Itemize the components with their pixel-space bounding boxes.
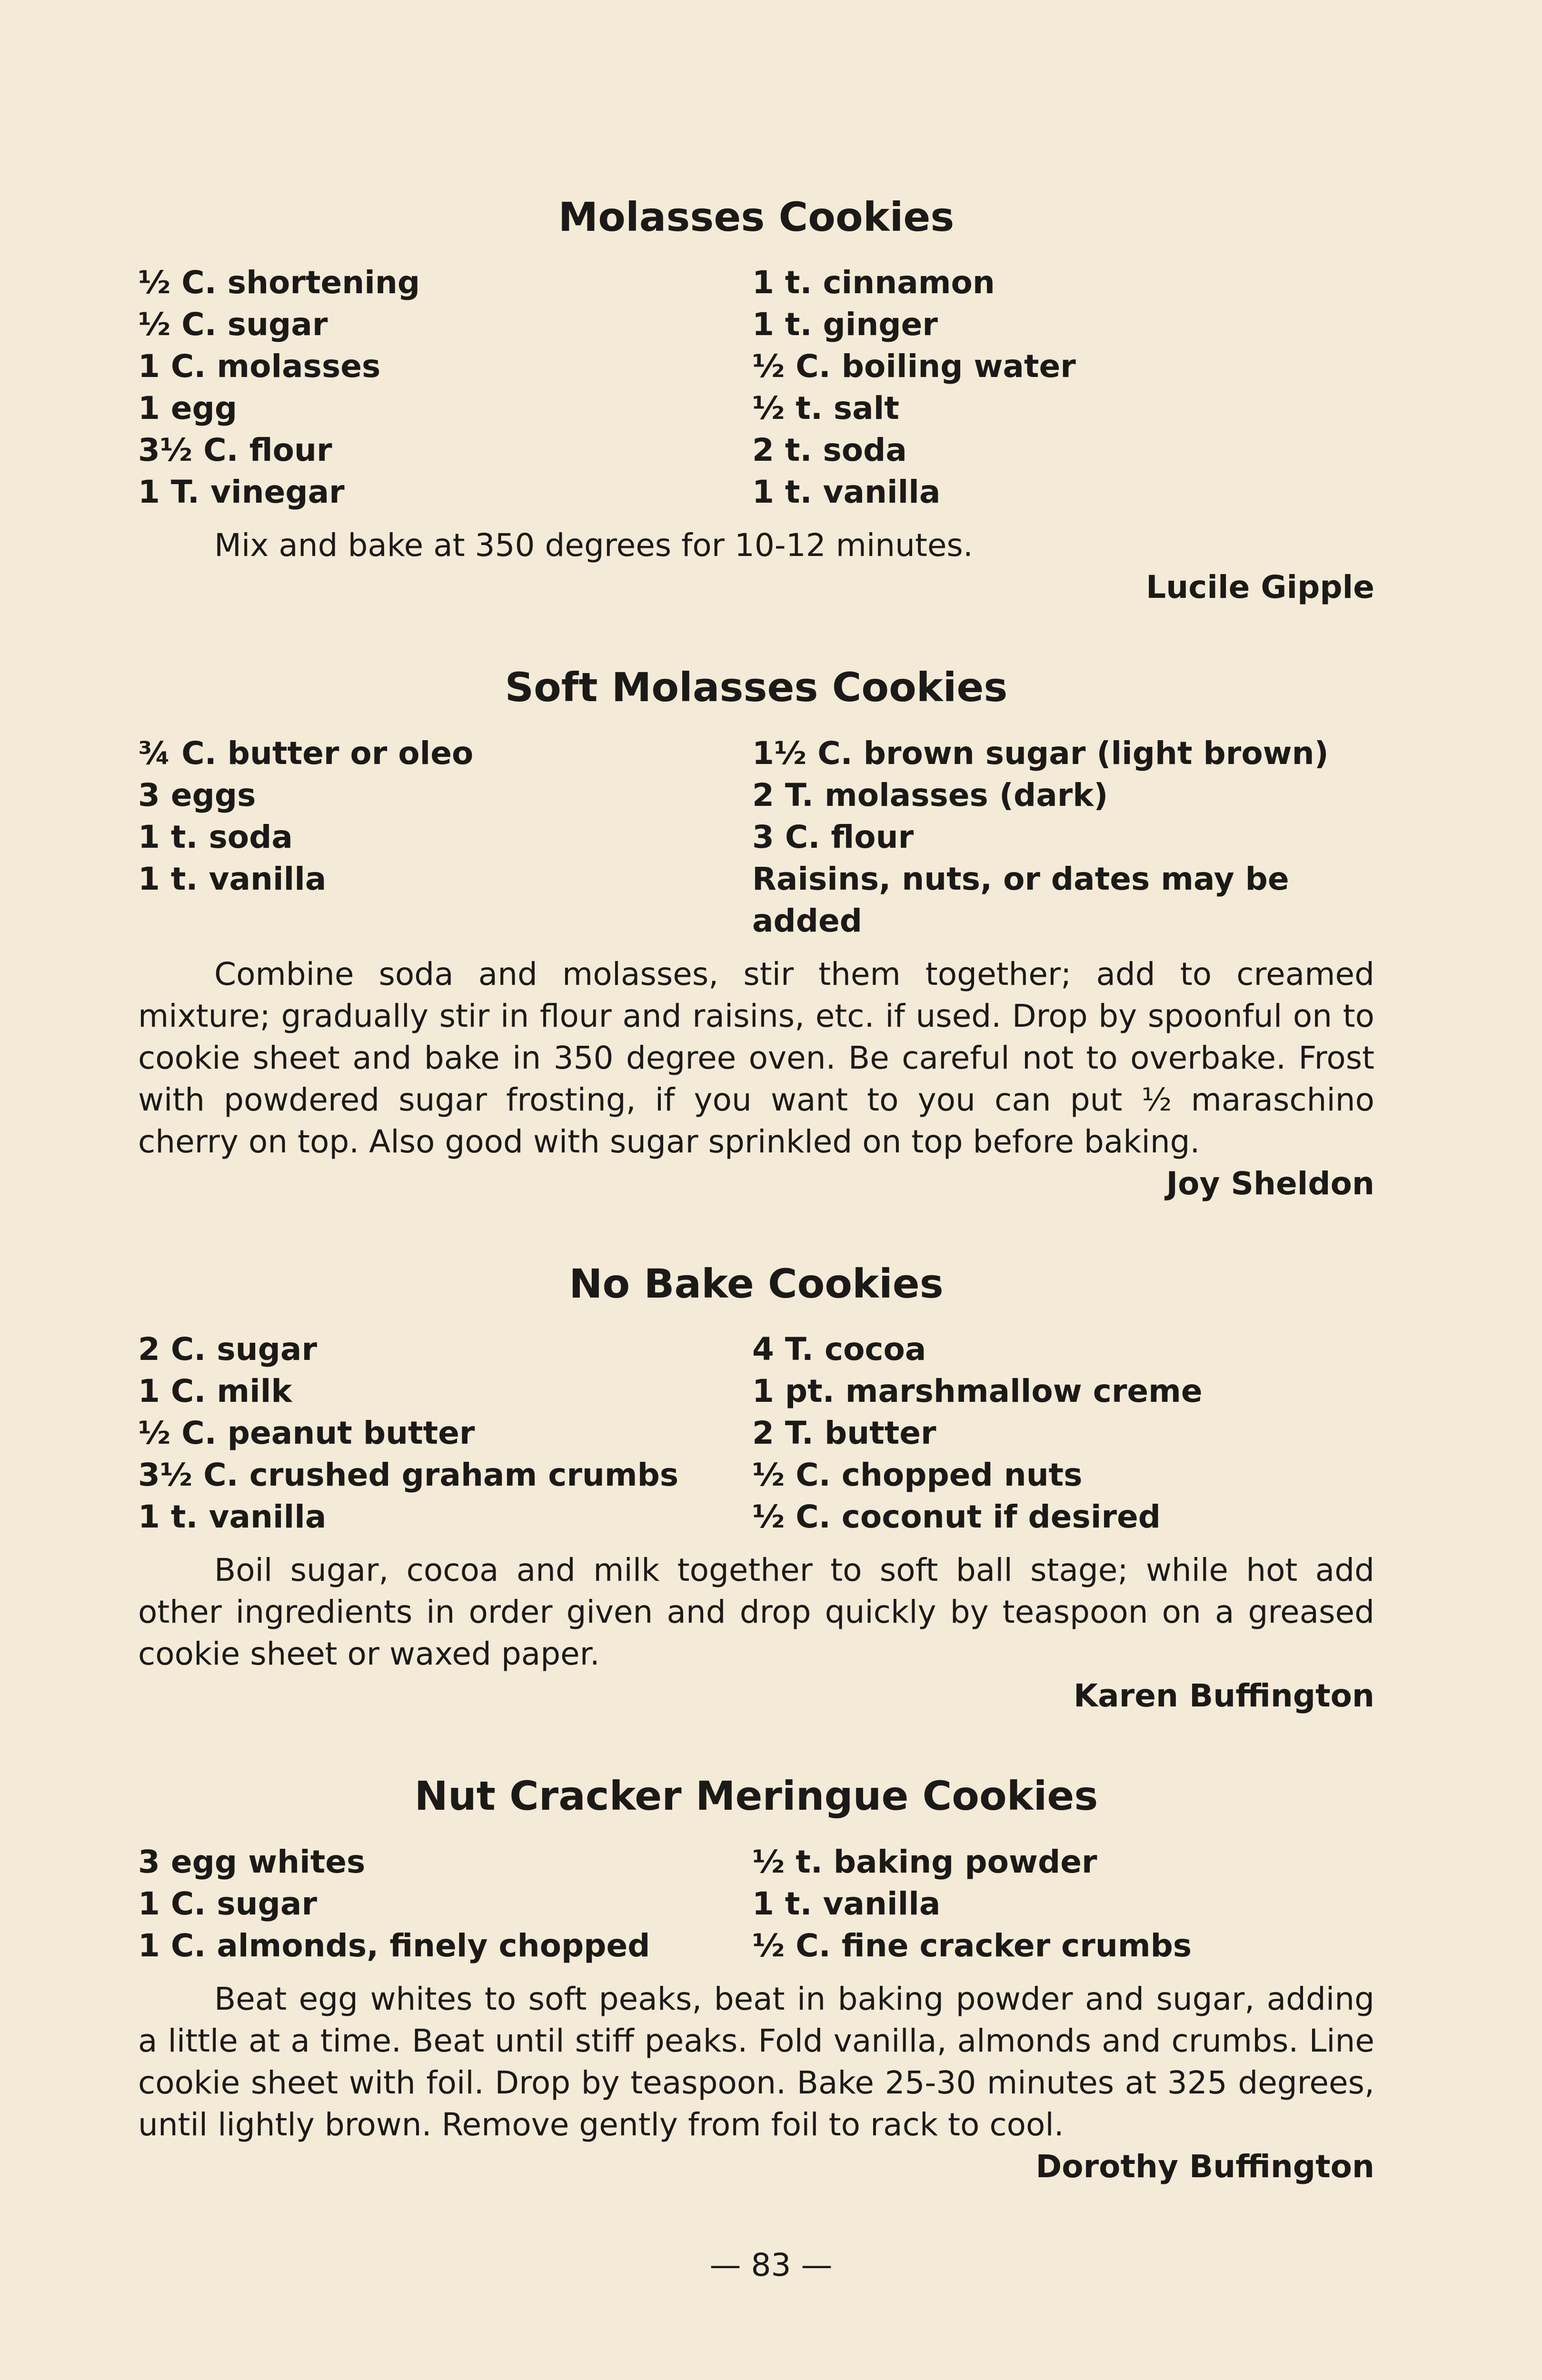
ingredient-list bbox=[138, 262, 1374, 513]
ingredient: ½ C. chopped nuts bbox=[752, 1457, 1083, 1494]
recipe-instructions: Boil sugar, cocoa and milk together to soft ball stage; while hot add other ingredients in order given and drop quickly by teaspoon on a greased cookie sheet or waxed paper. bbox=[138, 1552, 1374, 1673]
ingredient: ½ C. coconut if desired bbox=[752, 1498, 1161, 1536]
ingredient: Raisins, nuts, or dates may be added bbox=[752, 860, 1289, 939]
ingredient: 1 C. milk bbox=[138, 1373, 292, 1410]
page-number: — 83 — bbox=[709, 2247, 833, 2283]
ingredient-column-right bbox=[752, 1841, 1374, 1967]
recipe-author: Joy Sheldon bbox=[1166, 1165, 1374, 1202]
recipe-nut-cracker-meringue-cookies bbox=[138, 1774, 1374, 2187]
ingredient: 1 egg bbox=[138, 390, 238, 427]
recipe-author: Dorothy Buffington bbox=[1035, 2148, 1374, 2185]
ingredient-list bbox=[138, 1841, 1374, 1967]
ingredient: ¾ C. butter or oleo bbox=[138, 734, 474, 772]
ingredient: ½ t. baking powder bbox=[752, 1843, 1097, 1880]
ingredient: 2 C. sugar bbox=[138, 1331, 317, 1368]
ingredient-list bbox=[138, 733, 1374, 942]
ingredient: ½ C. peanut butter bbox=[138, 1415, 475, 1452]
ingredient-list bbox=[138, 1329, 1374, 1538]
ingredient: ½ C. sugar bbox=[138, 306, 328, 343]
ingredient: 4 T. cocoa bbox=[752, 1331, 926, 1368]
recipe-author: Karen Buffington bbox=[1074, 1677, 1374, 1715]
ingredient: 1 t. ginger bbox=[752, 306, 938, 343]
recipe-title: Soft Molasses Cookies bbox=[505, 664, 1008, 711]
ingredient: ½ C. boiling water bbox=[752, 348, 1076, 385]
ingredient-column-left bbox=[138, 262, 752, 513]
ingredient: 3 egg whites bbox=[138, 1843, 366, 1880]
ingredient: 3½ C. flour bbox=[138, 432, 332, 469]
recipe-instructions: Combine soda and molasses, stir them together; add to creamed mixture; gradually stir in flour and raisins, etc. if used. Drop by spoonful on to cookie sheet and bake in 350 degree oven. Be careful not to overbake. Frost with powdered sugar frosting, if you want to you can put ½ maraschino cherry on top. Also good with sugar sprinkled on top before baking. bbox=[138, 955, 1374, 1160]
ingredient: 1 t. vanilla bbox=[752, 474, 941, 511]
ingredient: 2 T. butter bbox=[752, 1415, 936, 1452]
recipe-instructions: Mix and bake at 350 degrees for 10-12 minutes. bbox=[214, 527, 973, 564]
ingredient-column-left bbox=[138, 1329, 752, 1538]
ingredient: 2 t. soda bbox=[752, 432, 907, 469]
recipe-title: No Bake Cookies bbox=[569, 1260, 944, 1307]
ingredient-column-right bbox=[752, 733, 1374, 942]
ingredient: 1 C. almonds, finely chopped bbox=[138, 1927, 650, 1964]
ingredient-column-right bbox=[752, 262, 1374, 513]
recipe-no-bake-cookies bbox=[138, 1262, 1374, 1717]
ingredient: 3 C. flour bbox=[752, 818, 914, 855]
ingredient: ½ C. fine cracker crumbs bbox=[752, 1927, 1192, 1964]
ingredient: 1 pt. marshmallow creme bbox=[752, 1373, 1203, 1410]
recipe-soft-molasses-cookies bbox=[138, 665, 1374, 1204]
ingredient: 1 t. soda bbox=[138, 818, 293, 855]
ingredient: 1 C. sugar bbox=[138, 1885, 317, 1922]
ingredient-column-left bbox=[138, 733, 752, 942]
ingredient: 1½ C. brown sugar (light brown) bbox=[752, 734, 1329, 772]
ingredient: 1 t. vanilla bbox=[138, 860, 327, 897]
ingredient: ½ t. salt bbox=[752, 390, 899, 427]
recipe-instructions: Beat egg whites to soft peaks, beat in baking powder and sugar, adding a little at a time. Beat until stiff peaks. Fold vanilla, almonds and crumbs. Line cookie sheet with foil. Drop by teaspoon. Bake 25-30 minutes at 325 degrees, until lightly brown. Remove gently from foil to rack to cool. bbox=[138, 1980, 1374, 2143]
recipe-title: Nut Cracker Meringue Cookies bbox=[414, 1773, 1098, 1820]
ingredient-column-right bbox=[752, 1329, 1374, 1538]
ingredient: 1 T. vinegar bbox=[138, 474, 345, 511]
ingredient: 1 t. vanilla bbox=[752, 1885, 941, 1922]
recipe-author: Lucile Gipple bbox=[1146, 569, 1374, 606]
recipe-title: Molasses Cookies bbox=[558, 194, 955, 240]
recipe-molasses-cookies bbox=[138, 195, 1374, 608]
ingredient: 1 t. cinnamon bbox=[752, 264, 995, 301]
ingredient: 2 T. molasses (dark) bbox=[752, 776, 1108, 813]
ingredient: 1 C. molasses bbox=[138, 348, 381, 385]
ingredient: 3½ C. crushed graham crumbs bbox=[138, 1457, 679, 1494]
ingredient: 3 eggs bbox=[138, 776, 256, 813]
ingredient: 1 t. vanilla bbox=[138, 1498, 327, 1536]
ingredient: ½ C. shortening bbox=[138, 264, 420, 301]
ingredient-column-left bbox=[138, 1841, 752, 1967]
